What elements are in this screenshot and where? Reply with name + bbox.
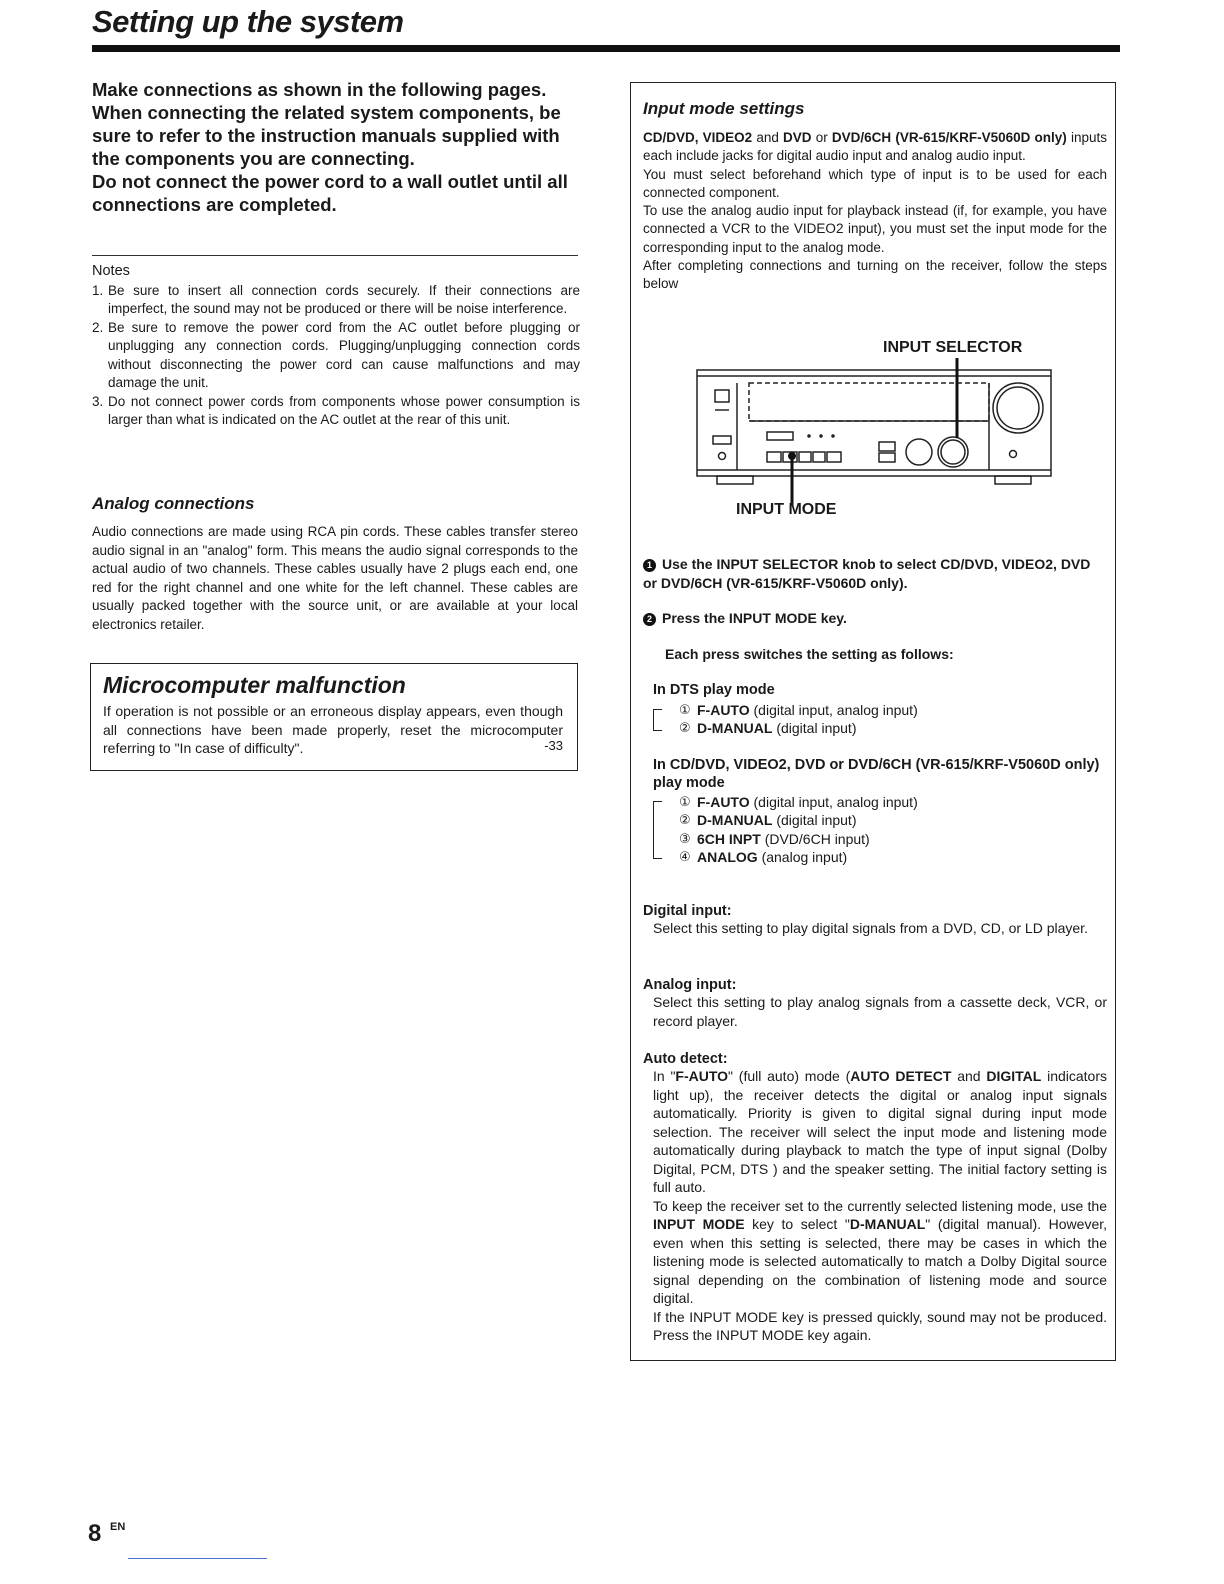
mode-item: ④ ANALOG (analog input)	[679, 848, 848, 865]
input-mode-settings-box	[630, 82, 1116, 1361]
analog-connections-body: Audio connections are made using RCA pin cords. These cables transfer stereo audio signal in an "analog" form. This means the audio signal corresponds to the actual audio of two channels. These cables usually have 2 plugs each end, one red for the right channel and one white for the left channel. These cables are usually packed together with the source unit, or are available at your local electronics retailer.	[92, 524, 578, 632]
digital-input-body: Select this setting to play digital signals from a DVD, CD, or LD player.	[653, 920, 1088, 936]
input-mode-intro: CD/DVD, VIDEO2 and DVD or DVD/6CH (VR-615/KRF-V5060D only) inputs each include jacks for digital audio input and analog audio input. You must select beforehand which type of input is to be used for each connected component. To use the analog audio input for playback instead (if, for example, you have connected a VCR to the VIDEO2 input), you must set the input mode for the corresponding input to the analog mode. After completing connections and turning on the receiver, follow the steps below	[643, 129, 1107, 294]
input-mode-paragraph: After completing connections and turning on the receiver, follow the steps below	[643, 258, 1107, 292]
note-item: 3. Do not connect power cords from components whose power consumption is larger than what is indicated on the AC outlet at the rear of this unit.	[92, 393, 580, 427]
microcomputer-body: If operation is not possible or an erroneous display appears, even though all connections have been made properly, reset the microcomputer referring to "In case of difficulty".	[103, 703, 563, 756]
microcomputer-heading: Microcomputer malfunction	[103, 672, 406, 698]
input-mode-paragraph: To use the analog audio input for playback instead (if, for example, you have connected a VCR to the VIDEO2 input), you must set the input mode for the corresponding input to the analog mode.	[643, 203, 1107, 255]
page-title: Setting up the system	[92, 4, 404, 39]
auto-detect-body: In "F-AUTO" (full auto) mode (AUTO DETECT and DIGITAL indicators light up), the receiver detects the digital or analog input signals automatically. Priority is given to digital signal during input mode selection. The receiver will select the input mode and listening mode automatically during playback to match the type of input signal (Dolby Digital, PCM, DTS ) and the speaker setting. The initial factory setting is full auto. To keep the receiver set to the currently selected listening mode, use the INPUT MODE key to select "D-MANUAL" (digital manual). However, even when this setting is selected, there may be cases in which the listening mode is selected automatically to match a Dolby Digital source signal depending on the combination of listening mode and source digital. If the INPUT MODE key is pressed quickly, sound may not be produced. Press the INPUT MODE key again.	[653, 1068, 1108, 1343]
input-mode-heading: Input mode settings	[643, 99, 805, 118]
digital-input-heading: Digital input:	[643, 903, 732, 919]
note-item: 1. Be sure to insert all connection cords securely. If their connections are imperfect, the sound may not be produced or there will be noise interference.	[92, 282, 580, 316]
digital-input-section	[643, 903, 1107, 938]
mode-item: ② D-MANUAL (digital input)	[679, 720, 857, 737]
mode-item: ① F-AUTO (digital input, analog input)	[679, 702, 918, 718]
dts-mode-list	[653, 701, 1117, 738]
analog-connections-heading: Analog connections	[92, 494, 255, 513]
each-press-text: Each press switches the setting as follows:	[665, 646, 954, 662]
analog-input-body: Select this setting to play analog signals from a cassette deck, VCR, or record player.	[653, 994, 1107, 1029]
lead-paragraph-1: Make connections as shown in the following pages. When connecting the related system components, be sure to refer to the instruction manuals supplied with the components you are connecting.	[92, 79, 561, 169]
note-item: 2. Be sure to remove the power cord from the AC outlet before plugging or unplugging any connection cords. Plugging/unplugging connection cords without disconnecting the power cord can cause malfunctions and may damage the unit.	[92, 319, 580, 390]
lead-text	[92, 78, 592, 216]
page-number: 8	[88, 1520, 102, 1547]
notes-section	[92, 262, 580, 430]
auto-detect-section	[643, 1051, 1107, 1345]
dts-mode-heading: In DTS play mode	[653, 682, 775, 698]
page-language: EN	[110, 1521, 126, 1533]
notes-title: Notes	[92, 263, 130, 279]
page-reference: -33	[544, 738, 563, 753]
notes-list	[92, 282, 580, 430]
step-1: 1 Use the INPUT SELECTOR knob to select CD/DVD, VIDEO2, DVD or DVD/6CH (VR-615/KRF-V5060D only).	[643, 556, 1091, 591]
lead-paragraph-2: Do not connect the power cord to a wall outlet until all connections are completed.	[92, 171, 568, 215]
input-selector-label: INPUT SELECTOR	[883, 339, 1023, 356]
title-rule	[92, 45, 1120, 52]
notes-divider	[92, 255, 578, 256]
footer-line	[128, 1558, 267, 1559]
auto-detect-heading: Auto detect:	[643, 1051, 728, 1067]
input-mode-label: INPUT MODE	[736, 501, 837, 518]
step-number-icon: 1	[643, 559, 656, 572]
analog-input-section	[643, 977, 1107, 1030]
mode-item: ② D-MANUAL (digital input)	[679, 812, 857, 829]
step-number-icon: 2	[643, 613, 656, 626]
cd-dvd-mode-list	[653, 793, 1117, 866]
mode-item: ③ 6CH INPT (DVD/6CH input)	[679, 830, 870, 847]
receiver-front-panel-diagram	[691, 358, 1061, 508]
cd-dvd-mode-heading: In CD/DVD, VIDEO2, DVD or DVD/6CH (VR-615/KRF-V5060D only) play mode	[653, 757, 1100, 792]
input-mode-paragraph: You must select beforehand which type of input is to be used for each connected component.	[643, 166, 1107, 200]
step-2: 2 Press the INPUT MODE key.	[643, 609, 1107, 628]
analog-input-heading: Analog input:	[643, 977, 737, 993]
mode-item: ① F-AUTO (digital input, analog input)	[679, 794, 918, 810]
microcomputer-malfunction-box	[90, 663, 578, 771]
